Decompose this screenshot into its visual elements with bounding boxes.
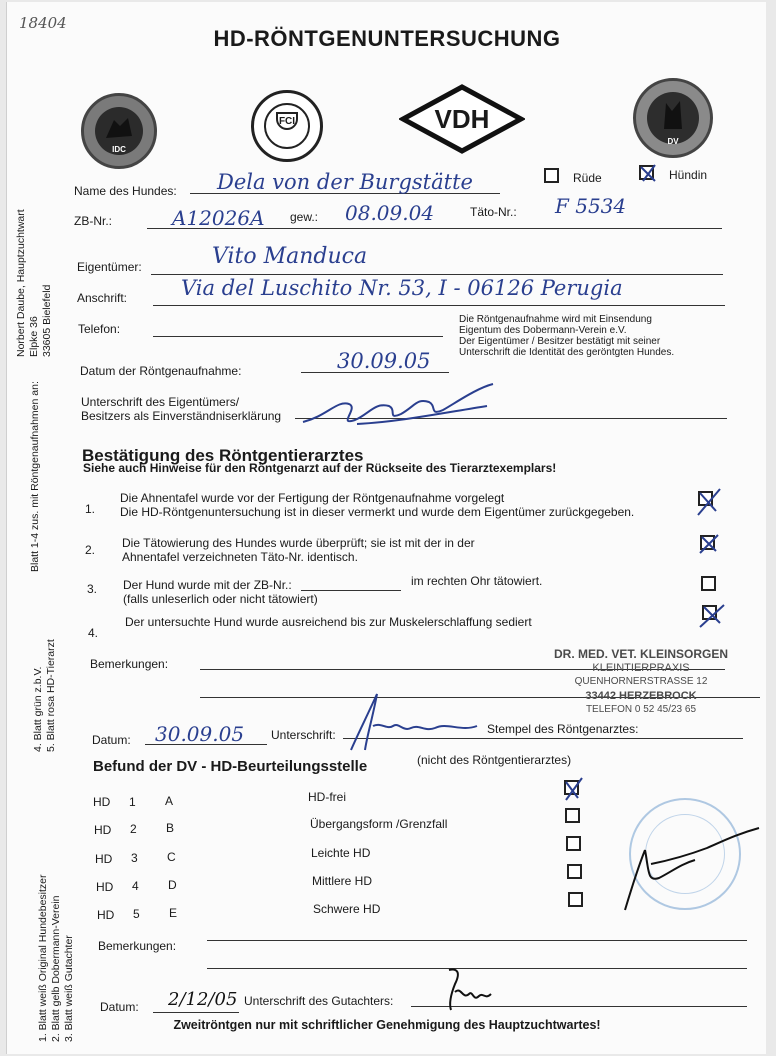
vet-item-3-line2: (falls unleserlich oder nicht tätowiert) [123, 592, 318, 606]
evaluator-signature [441, 964, 501, 1014]
female-checkbox[interactable] [639, 165, 654, 180]
owner-signature-label-2: Besitzers als Einverständniserklärung [81, 409, 282, 423]
vet-item-2-checkbox[interactable] [700, 535, 715, 550]
findings-row-1-num: 1 [129, 795, 136, 809]
xray-date-value: 30.09.05 [337, 349, 431, 373]
zb-label: ZB-Nr.: [74, 214, 112, 228]
vet-item-4-num: 4. [88, 626, 99, 640]
sidebar-blatt-123: 1. Blatt weiß Original Hundebesitzer 2. Blatt gelb Dobermann-Verein 3. Blatt weiß Gutachter [37, 874, 75, 1042]
findings-heading: Befund der DV - HD-Beurteilungsstelle [93, 758, 368, 775]
vet-signature-label: Unterschrift: [271, 728, 336, 742]
findings-row-2-checkbox[interactable] [565, 808, 580, 823]
sidebar-copies-note: Blatt 1-4 zus. mit Röntgenaufnahmen an: [29, 381, 41, 572]
vet-item-1: Die Ahnentafel wurde vor der Fertigung der Röntgenaufnahme vorgelegt Die HD-Röntgenuntersuchung ist in dieser vermerkt und wurde dem Eigentümer zurückgegeben. [120, 491, 635, 519]
vet-item-2: Die Tätowierung des Hundes wurde überprüft; sie ist mit der in der Ahnentafel verzeichneten Täto-Nr. identisch. [122, 536, 475, 564]
ownership-notice: Die Röntgenaufnahme wird mit Einsendung Eigentum des Dobermann-Verein e.V. Der Eigentümer / Besitzer bestätigt mit seiner Unterschrift die Identität des geröntgten Hundes. [459, 314, 675, 358]
vet-date-label: Datum: [92, 733, 131, 747]
vet-item-3-zb-line [301, 590, 401, 591]
findings-row-5-grade: E [169, 906, 178, 920]
vet-remarks-label: Bemerkungen: [90, 657, 169, 671]
vdh-logo [399, 84, 525, 154]
footer-note: Zweitröntgen nur mit schriftlicher Genehmigung des Hauptzuchtwartes! [173, 1018, 601, 1032]
stamp-label: Stempel des Röntgenarztes: [487, 722, 639, 736]
findings-row-4-grade: D [168, 878, 177, 892]
vet-item-1-num: 1. [85, 502, 96, 516]
male-checkbox[interactable] [544, 168, 559, 183]
page-title: HD-RÖNTGENUNTERSUCHUNG [213, 26, 561, 51]
dog-name-label: Name des Hundes: [74, 184, 177, 198]
findings-row-1-hd: HD [93, 795, 111, 809]
vet-item-4-checkbox[interactable] [702, 605, 717, 620]
phone-line [153, 336, 443, 337]
findings-row-2-num: 2 [130, 822, 137, 836]
tattoo-value: F 5534 [555, 194, 627, 218]
vet-stamp: DR. MED. VET. KLEINSORGEN KLEINTIERPRAXIS QUENHORNERSTRASSE 12 33442 HERZEBROCK TELEFON 0 52 45/23 65 [553, 647, 729, 715]
findings-row-3-checkbox[interactable] [566, 836, 581, 851]
findings-row-4-num: 4 [132, 879, 139, 893]
vet-subheading: Siehe auch Hinweise für den Röntgenarzt auf der Rückseite des Tierarztexemplars! [83, 461, 557, 475]
idc-logo-text: IDC [112, 145, 126, 154]
vet-item-3-checkbox[interactable] [701, 576, 716, 591]
dog-name-value: Dela von der Burgstätte [217, 170, 473, 194]
sidebar-address: Norbert Daube, Hauptzuchtwart Elpke 36 33605 Bielefeld [15, 209, 53, 357]
findings-remarks-line-1 [207, 940, 747, 941]
findings-date-value: 2/12/05 [168, 989, 238, 1010]
owner-line [151, 274, 723, 275]
address-line [153, 305, 725, 306]
tattoo-label: Täto-Nr.: [470, 205, 517, 219]
vet-date-value: 30.09.05 [155, 722, 245, 746]
phone-label: Telefon: [78, 322, 121, 336]
findings-row-1-grade: A [165, 794, 174, 808]
findings-row-5-checkbox[interactable] [568, 892, 583, 907]
zb-value: A12026A [172, 206, 265, 230]
sidebar-blatt-45: 4. Blatt grün z.b.V. 5. Blatt rosa HD-Tierarzt [32, 639, 57, 752]
owner-value: Vito Manduca [212, 244, 368, 269]
dv-logo-text: DV [667, 137, 679, 146]
evaluator-signature-right [611, 820, 767, 916]
owner-label: Eigentümer: [77, 260, 142, 274]
dv-logo [633, 78, 713, 158]
vet-signature [337, 686, 487, 756]
findings-row-3-num: 3 [131, 851, 138, 865]
born-value: 08.09.04 [345, 201, 435, 225]
findings-remarks-label: Bemerkungen: [98, 939, 177, 953]
corner-number: 18404 [19, 14, 67, 32]
findings-row-3-grade: C [167, 850, 176, 864]
findings-row-1-label: HD-frei [308, 790, 346, 804]
findings-row-2-grade: B [166, 821, 175, 835]
vet-heading: Bestätigung des Röntgentierarztes [82, 446, 364, 465]
evaluator-signature-label: Unterschrift des Gutachters: [244, 994, 394, 1008]
vet-item-2-num: 2. [85, 543, 96, 557]
vet-item-4-line1: Der untersuchte Hund wurde ausreichend bis zur Muskelerschlaffung sediert [125, 615, 532, 629]
fci-logo [251, 90, 323, 162]
address-value: Via del Luschito Nr. 53, I - 06126 Perugia [181, 276, 623, 300]
xray-date-label: Datum der Röntgenaufnahme: [80, 364, 242, 378]
findings-date-line [153, 1012, 239, 1013]
vet-item-3-line1: Der Hund wurde mit der ZB-Nr.: [123, 578, 292, 592]
findings-row-5-label: Schwere HD [313, 902, 381, 916]
vet-item-1-checkbox[interactable] [698, 491, 713, 506]
findings-row-4-checkbox[interactable] [567, 864, 582, 879]
address-label: Anschrift: [77, 291, 128, 305]
findings-row-4-label: Mittlere HD [312, 874, 373, 888]
findings-row-4-hd: HD [96, 880, 114, 894]
owner-signature-label-1: Unterschrift des Eigentümers/ [81, 395, 240, 409]
findings-row-5-num: 5 [133, 907, 140, 921]
findings-row-1-checkbox[interactable] [564, 780, 579, 795]
vet-item-3-line1b: im rechten Ohr tätowiert. [411, 574, 543, 588]
vet-item-3-num: 3. [87, 582, 98, 596]
female-label: Hündin [669, 168, 708, 182]
born-label: gew.: [290, 210, 319, 224]
findings-row-2-label: Übergangsform /Grenzfall [310, 817, 448, 831]
findings-row-3-label: Leichte HD [311, 846, 371, 860]
findings-date-label: Datum: [100, 1000, 139, 1014]
findings-heading-suffix: (nicht des Röntgentierarztes) [417, 753, 572, 767]
findings-row-2-hd: HD [94, 823, 112, 837]
idc-logo [81, 93, 157, 169]
form-page [6, 2, 766, 1054]
findings-row-3-hd: HD [95, 852, 113, 866]
findings-row-5-hd: HD [97, 908, 115, 922]
male-label: Rüde [573, 171, 602, 185]
fci-logo-text: FCI [278, 116, 296, 127]
vdh-logo-text: VDH [434, 104, 490, 134]
owner-signature [297, 376, 497, 436]
